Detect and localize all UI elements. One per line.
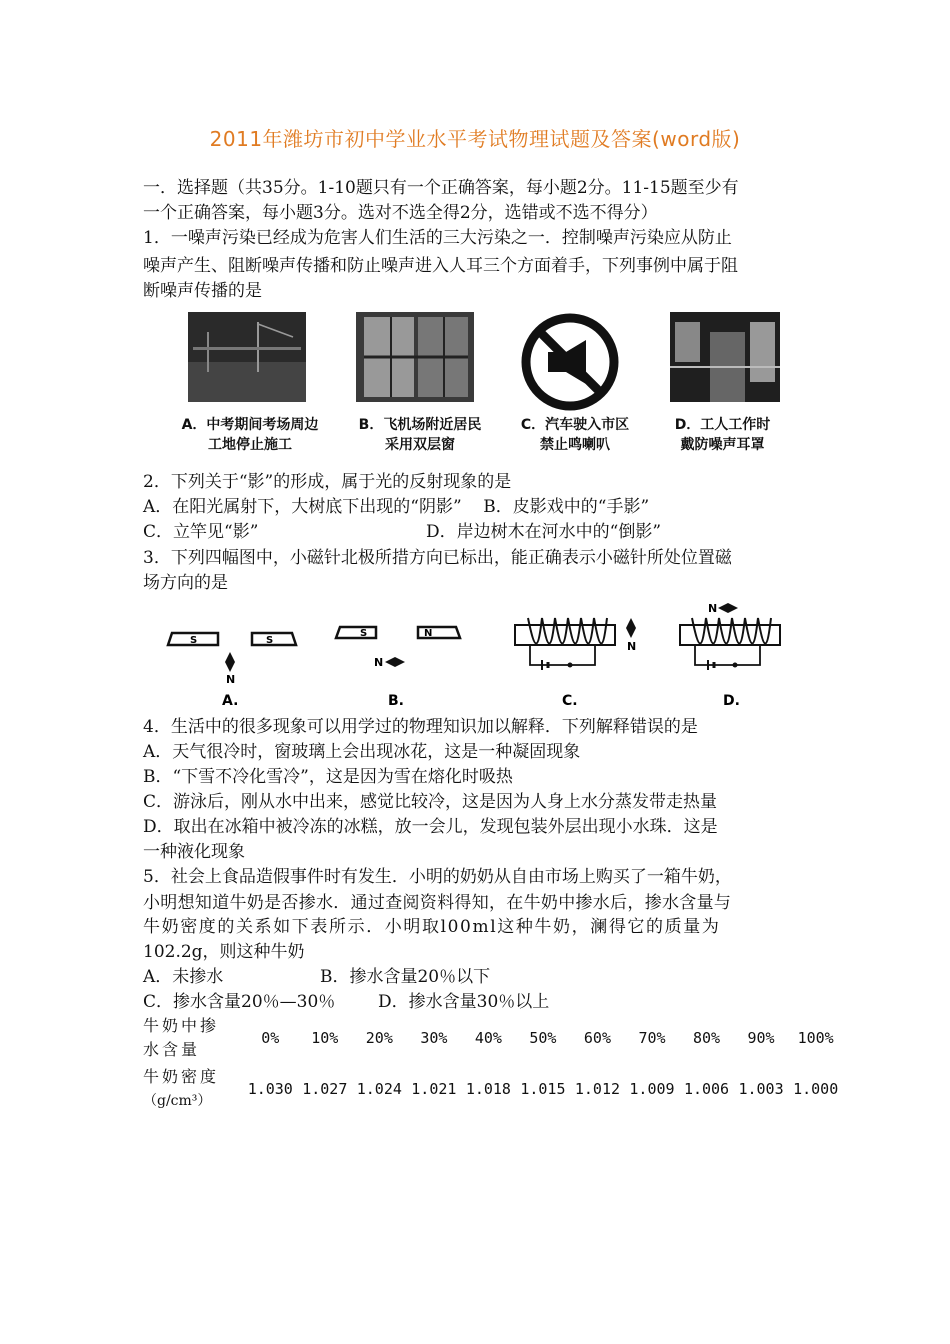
svg-text:B.: B. [388, 693, 404, 709]
q1-photo-d [670, 312, 780, 402]
q2-text: 2．下列关于“影”的形成，属于光的反射现象的是 [143, 472, 512, 492]
q1-text: 噪声产生、阻断噪声传播和防止噪声进入人耳三个方面着手，下列事例中属于阻 [143, 256, 738, 276]
q5-text: 小明想知道牛奶是否掺水．通过查阅资料得知，在牛奶中掺水后，掺水含量与 [143, 893, 732, 913]
table-cell: 20% [365, 1029, 393, 1047]
q3-figure-b [336, 627, 460, 709]
q4-option-a: A．天气很冷时，窗玻璃上会出现冰花，这是一种凝固现象 [143, 742, 581, 762]
q5-text: 5．社会上食品造假事件时有发生．小明的奶奶从自由市场上购买了一箱牛奶， [143, 867, 732, 887]
q3-text: 3．下列四幅图中，小磁针北极所措方向已标出，能正确表示小磁针所处位置磁 [143, 548, 732, 568]
q4-option-d-cont: 一种液化现象 [143, 842, 245, 862]
q1-photo-a [188, 312, 306, 402]
table-cell: 1.009 [629, 1080, 675, 1098]
table-cell: 1.006 [683, 1080, 730, 1098]
svg-text:N: N [708, 602, 718, 615]
q5-option-d: D．掺水含量30％以上 [378, 992, 550, 1012]
q1-photo-b [356, 312, 474, 402]
q1-text: 1．一噪声污染已经成为危害人们生活的三大污染之一．控制噪声污染应从防止 [143, 228, 732, 248]
q3-text: 场方向的是 [143, 573, 228, 593]
table-cell: 1.024 [356, 1080, 402, 1098]
q4-text: 4．生活中的很多现象可以用学过的物理知识加以解释．下列解释错误的是 [143, 717, 698, 737]
svg-text:D.: D. [723, 693, 740, 709]
q4-option-c: C．游泳后，刚从水中出来，感觉比较冷，这是因为人身上水分蒸发带走热量 [143, 792, 718, 812]
q1-caption-d: D．工人工作时 戴防噪声耳罩 [674, 417, 771, 453]
table-cell: 10% [311, 1029, 339, 1047]
section-heading-cont: 一个正确答案，每小题3分。选对不选全得2分，选错或不选不得分） [143, 203, 658, 223]
table-cell: 40% [474, 1029, 502, 1047]
milk-density-table [143, 1012, 843, 1114]
q1-caption-b: B．飞机场附近居民 采用双层窗 [358, 417, 482, 453]
table-cell: 50% [529, 1029, 557, 1047]
svg-text:A.: A. [222, 693, 239, 709]
q5-option-a: A．未掺水 [143, 967, 224, 987]
table-cell: 1.027 [302, 1080, 348, 1098]
table-cell: 100% [797, 1029, 834, 1047]
table-row-header: 牛奶密度 （g/cm³） [143, 1067, 220, 1109]
table-cell: 1.000 [793, 1080, 839, 1098]
q3-magnet-figures [160, 600, 820, 712]
table-cell: 80% [692, 1029, 721, 1047]
svg-text:S: S [266, 635, 274, 646]
svg-text:C.: C. [562, 693, 578, 709]
svg-text:N: N [226, 673, 236, 686]
svg-text:S: S [190, 635, 198, 646]
svg-text:N: N [627, 640, 637, 653]
q2-option-d: D．岸边树木在河水中的“倒影” [426, 522, 662, 542]
table-cell: 0% [261, 1029, 280, 1047]
table-cell: 1.015 [520, 1080, 566, 1098]
table-cell: 1.003 [738, 1080, 784, 1098]
table-row [143, 1064, 843, 1114]
q3-figure-c [515, 618, 636, 709]
table-cell: 60% [583, 1029, 611, 1047]
q1-text: 断噪声传播的是 [143, 281, 262, 301]
table-cell: 1.018 [465, 1080, 511, 1098]
q3-figure-a [168, 633, 296, 709]
q2-option-c: C．立竿见“影” [143, 522, 259, 542]
page-title: 2011年潍坊市初中学业水平考试物理试题及答案(word版) [209, 127, 741, 151]
table-cell: 1.012 [574, 1080, 621, 1098]
q5-text: 102.2g，则这种牛奶 [143, 942, 305, 962]
svg-text:S: S [360, 628, 368, 639]
q1-caption-a: A．中考期间考场周边 工地停止施工 [181, 417, 319, 453]
table-cell: 1.030 [247, 1080, 293, 1098]
q1-caption-c: C．汽车驶入市区 禁止鸣喇叭 [520, 417, 630, 453]
q5-option-b: B．掺水含量20％以下 [320, 967, 491, 987]
table-row [143, 1012, 843, 1064]
table-cell: 90% [747, 1029, 775, 1047]
q2-option-ab: A．在阳光属射下，大树底下出现的“阴影” B．皮影戏中的“手影” [143, 497, 650, 517]
table-row-header: 牛奶中掺 水含量 [143, 1016, 220, 1059]
svg-text:N: N [374, 656, 384, 669]
q3-figure-d [680, 602, 780, 709]
no-horn-sign-icon [518, 312, 622, 412]
q4-option-b: B．“下雪不冷化雪冷”，这是因为雪在熔化时吸热 [143, 767, 513, 787]
q4-option-d: D．取出在冰箱中被冷冻的冰糕，放一会儿，发现包装外层出现小水珠．这是 [143, 817, 718, 837]
q5-text: 牛奶密度的关系如下表所示．小明取l00ml这种牛奶，澜得它的质量为 [143, 917, 721, 937]
table-cell: 30% [420, 1029, 448, 1047]
table-cell: 1.021 [411, 1080, 457, 1098]
q5-option-c: C．掺水含量20％—30％ [143, 992, 336, 1012]
section-heading: 一．选择题（共35分。1-10题只有一个正确答案，每小题2分。11-15题至少有 [143, 178, 739, 198]
svg-text:N: N [424, 628, 433, 639]
table-cell: 70% [638, 1029, 666, 1047]
